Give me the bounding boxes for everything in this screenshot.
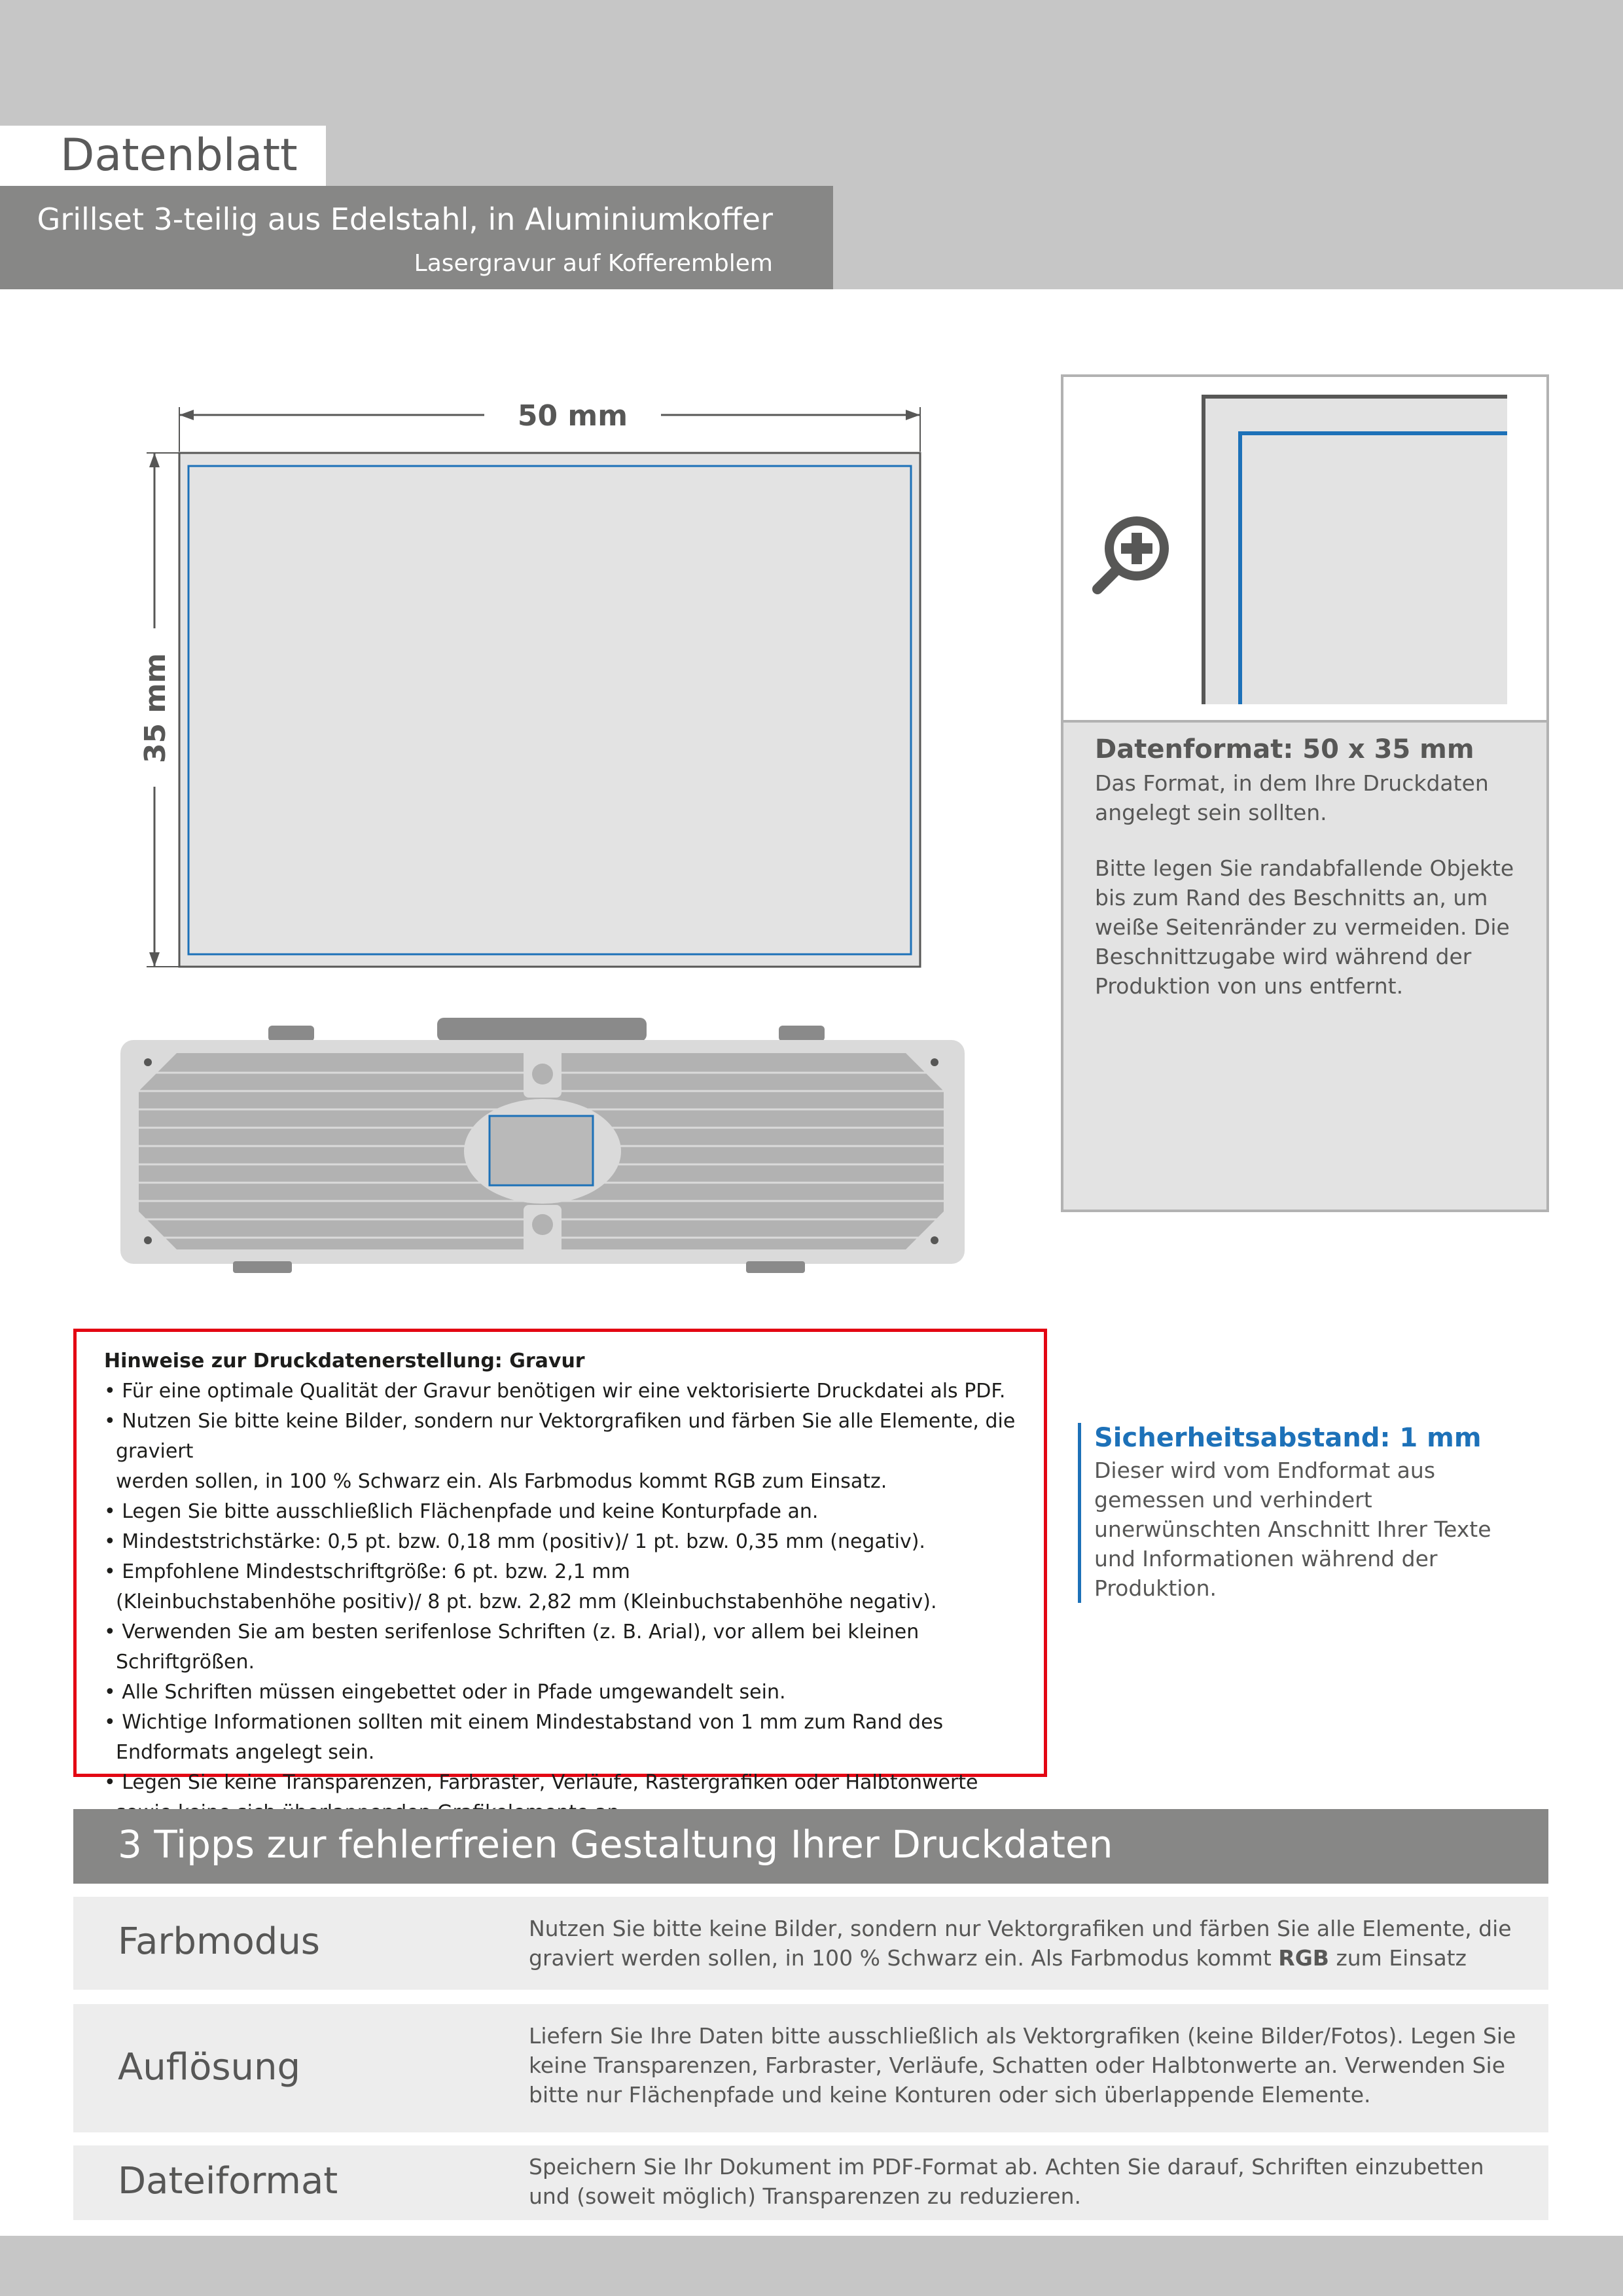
case-handle: [437, 1018, 647, 1041]
hints-title: Hinweise zur Druckdatenerstellung: Gravur: [104, 1350, 585, 1372]
tips-title: 3 Tipps zur fehlerfreien Gestaltung Ihrer Druckdaten: [118, 1822, 1113, 1867]
width-arrow-left: [179, 410, 194, 420]
height-arrow-top: [149, 453, 160, 467]
engraving-area: [490, 1116, 593, 1185]
tip-text: [529, 1914, 1530, 1973]
zoom-preview-graphic: [1063, 377, 1546, 720]
hint-item: • Legen Sie keine Transparenzen, Farbraster, Verläufe, Rastergrafiken oder Halbtonwerte: [104, 1771, 978, 1794]
hint-item: • Verwenden Sie am besten serifenlose Schriften (z. B. Arial), vor allem bei kleinen Schriftgrößen.: [104, 1621, 919, 1674]
engraving-hints-box: [73, 1329, 1047, 1794]
hint-item: • Für eine optimale Qualität der Gravur benötigen wir eine vektorisierte Druckdatei als PDF.: [104, 1380, 1006, 1403]
subtitle-bar: [0, 186, 833, 289]
format-heading: Datenformat: 50 x 35 mm: [1095, 734, 1474, 764]
height-label: 35 mm: [139, 653, 172, 764]
zoom-preview: [1063, 377, 1546, 723]
format-text: Das Format, in dem Ihre Druckdaten angelegt sein sollten.: [1095, 770, 1489, 825]
hint-item: • Wichtige Informationen sollten mit einem Mindestabstand von 1 mm zum Rand des Endformats angelegt sein.: [104, 1711, 944, 1764]
title-tab: [0, 126, 326, 186]
tip-text-part: Nutzen Sie bitte keine Bilder, sondern nur Vektorgrafiken und färben Sie alle Elemente, die graviert werden sollen, in 100 % Schwarz ein. Als Farbmodus kommt: [529, 1916, 1512, 1971]
zoom-in-icon: [1097, 521, 1164, 589]
width-label: 50 mm: [517, 399, 628, 433]
tip-text: Liefern Sie Ihre Daten bitte ausschließlich als Vektorgrafiken (keine Bilder/Fotos). Legen Sie keine Transparenzen, Farbraster, Verläufe, Schatten oder Halbtonwerte an. Verwenden Sie bitte nur Flächenpfade und keine Konturen oder sich überlappende Elemente.: [529, 2023, 1516, 2108]
width-arrow-right: [906, 410, 920, 420]
zoom-format-corner: [1204, 397, 1507, 704]
hint-item: • Empfohlene Mindestschriftgröße: 6 pt. bzw. 2,1 mm (Kleinbuchstabenhöhe positiv)/ 8 pt. bzw. 2,82 mm (Kleinbuchstabenhöhe negativ).: [104, 1560, 937, 1613]
format-info: [1063, 723, 1546, 1601]
case-foot-left: [233, 1261, 292, 1273]
safety-block: [1078, 1423, 1526, 1603]
safety-heading: Sicherheitsabstand: 1 mm: [1094, 1423, 1482, 1453]
safety-text: Dieser wird vom Endformat aus gemessen und verhindert unerwünschten Anschnitt Ihrer Texte und Informationen während der Produktion.: [1094, 1458, 1491, 1601]
case-illustration: [118, 1018, 969, 1280]
hint-item: • Alle Schriften müssen eingebettet oder in Pfade umgewandelt sein.: [104, 1681, 786, 1704]
hint-item: • Mindeststrichstärke: 0,5 pt. bzw. 0,18 mm (positiv)/ 1 pt. bzw. 0,35 mm (negativ).: [104, 1530, 925, 1553]
tip-text-bold: RGB: [1278, 1945, 1329, 1971]
tip-row-color-mode: [73, 1897, 1548, 1990]
tip-row-resolution: [73, 2004, 1548, 2132]
page-title: Datenblatt: [60, 130, 298, 181]
product-subtitle-2: Lasergravur auf Kofferemblem: [414, 250, 773, 277]
footer-band: [0, 2236, 1623, 2296]
case-hinge-right: [779, 1026, 825, 1041]
hint-item: • Nutzen Sie bitte keine Bilder, sondern nur Vektorgrafiken und färben Sie alle Elemente, die graviert werden sollen, in 100 % Schwarz ein. Als Farbmodus kommt RGB zum Einsatz.: [104, 1410, 1016, 1493]
tip-text-part: zum Einsatz: [1329, 1945, 1467, 1971]
product-subtitle: Grillset 3-teilig aus Edelstahl, in Aluminiumkoffer: [37, 202, 773, 237]
bleed-text: Bitte legen Sie randabfallende Objekte bis zum Rand des Beschnitts an, um weiße Seitenränder zu vermeiden. Die Beschnittzugabe wird während der Produktion von uns entfernt.: [1095, 855, 1514, 999]
case-hinge-left: [268, 1026, 314, 1041]
format-detail-panel: [1061, 374, 1549, 1601]
height-arrow-bottom: [149, 952, 160, 967]
tip-label: Farbmodus: [118, 1920, 320, 1963]
tip-row-file-format: [73, 2145, 1548, 2220]
format-rectangle: [179, 453, 920, 967]
case-foot-right: [746, 1261, 805, 1273]
tip-label: Auflösung: [118, 2046, 301, 2089]
tip-text: Speichern Sie Ihr Dokument im PDF-Format ab. Achten Sie darauf, Schriften einzubetten und (soweit möglich) Transparenzen zu reduzieren.: [529, 2154, 1484, 2209]
hint-item: • Legen Sie bitte ausschließlich Flächenpfade und keine Konturpfade an.: [104, 1500, 819, 1523]
format-diagram: [118, 386, 929, 975]
tip-label: Dateiformat: [118, 2160, 338, 2202]
tips-header: [73, 1809, 1548, 1884]
